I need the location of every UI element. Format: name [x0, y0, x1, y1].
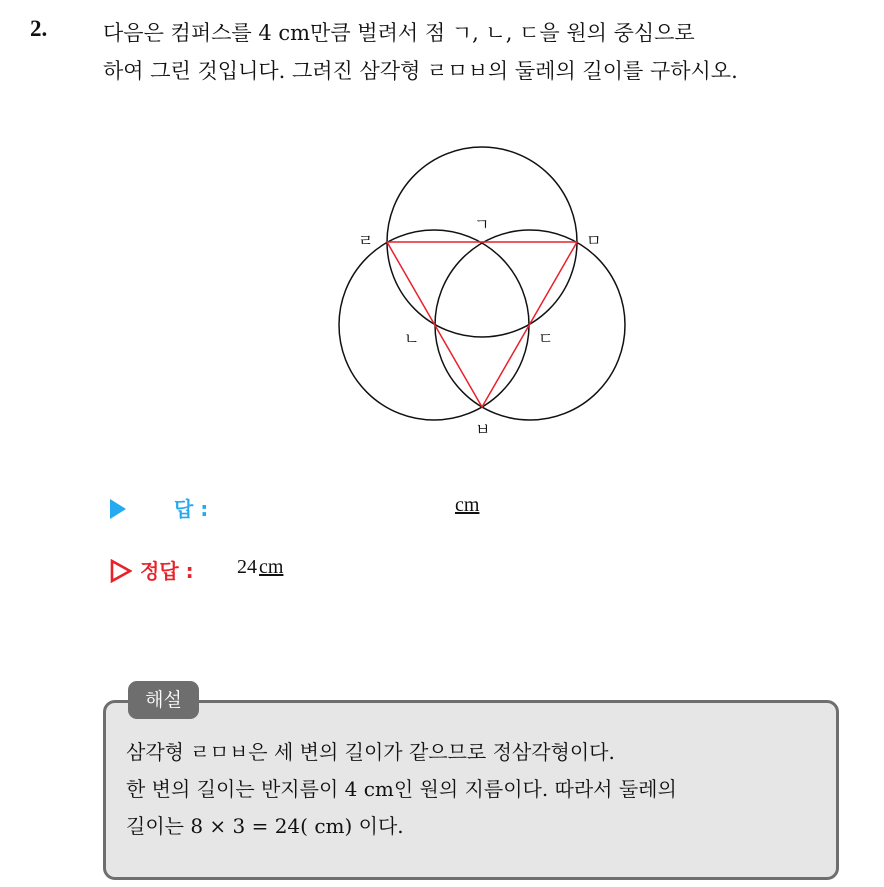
explanation-line-2: 한 변의 길이는 반지름이 4 cm인 원의 지름이다. 따라서 둘레의	[126, 777, 677, 801]
correct-number: 24	[237, 556, 257, 578]
play-triangle-icon	[110, 499, 126, 519]
question-line-2: 하여 그린 것입니다. 그려진 삼각형 ㄹㅁㅂ의 둘레의 길이를 구하시오.	[103, 59, 738, 83]
label-r: ㄹ	[358, 231, 374, 250]
explanation-text	[126, 734, 836, 845]
answer-label: 답 :	[174, 497, 209, 521]
outline-triangle-icon	[110, 559, 132, 583]
correct-value	[237, 556, 283, 579]
explanation-tag: 해설	[128, 681, 199, 719]
answer-row	[108, 493, 608, 525]
question-number: 2.	[30, 16, 48, 41]
correct-unit: cm	[259, 556, 284, 578]
triangle-rmb	[387, 242, 577, 407]
correct-label: 정답 :	[140, 559, 194, 583]
label-b: ㅂ	[475, 420, 491, 439]
answer-unit: cm	[455, 494, 480, 516]
correct-answer-row	[110, 555, 610, 587]
label-g: ㄱ	[474, 215, 490, 234]
question-line-1: 다음은 컴퍼스를 4 cm만큼 벌려서 점 ㄱ, ㄴ, ㄷ을 원의 중심으로	[103, 21, 695, 45]
label-m: ㅁ	[586, 231, 602, 250]
explanation-line-1: 삼각형 ㄹㅁㅂ은 세 변의 길이가 같으므로 정삼각형이다.	[126, 740, 615, 764]
label-n: ㄴ	[404, 329, 420, 348]
explanation-line-3: 길이는 8 × 3 = 24( cm) 이다.	[126, 814, 404, 838]
label-d: ㄷ	[538, 329, 554, 348]
